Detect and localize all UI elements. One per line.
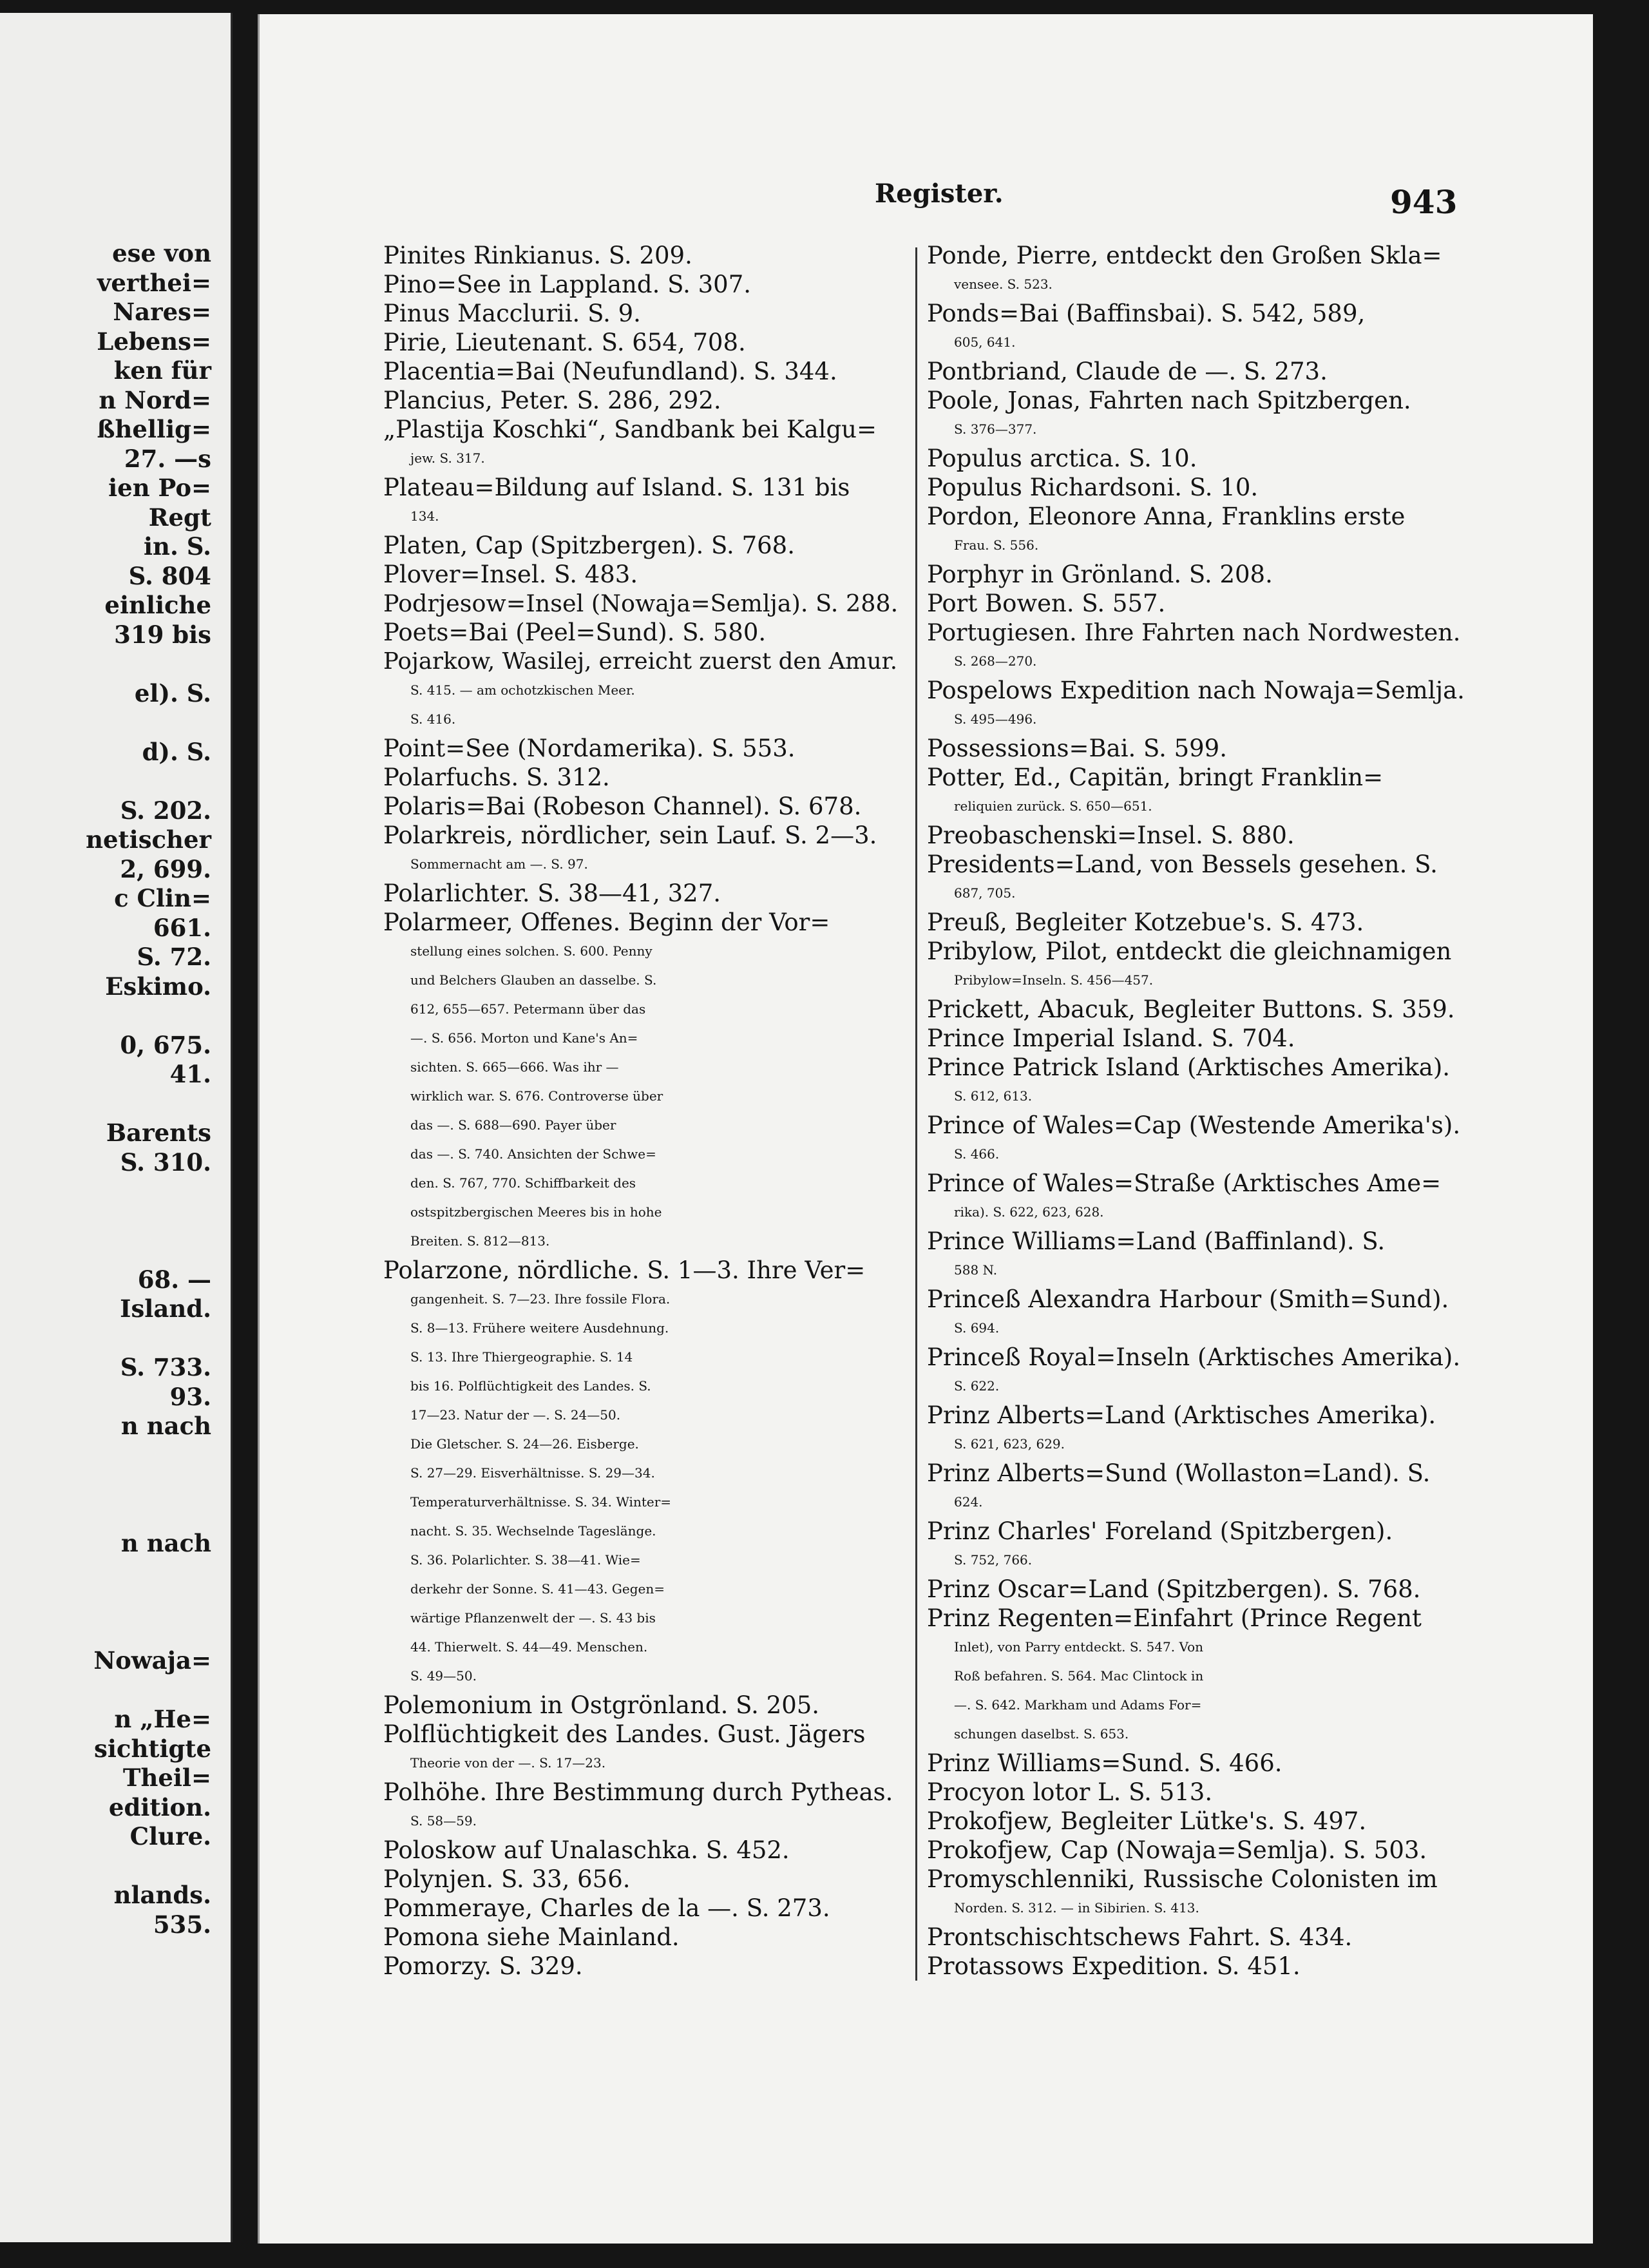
index-entry (383, 357, 899, 386)
margin-fragment: nlands. (113, 1881, 211, 1909)
index-entry (927, 937, 1465, 995)
index-entry-continuation: S. 694. (954, 1320, 1000, 1336)
index-entry (927, 1053, 1465, 1111)
index-entry-line: Ponds=Bai (Baffinsbai). S. 542, 589, (927, 300, 1366, 327)
index-entry-line: Polemonium in Ostgrönland. S. 205. (383, 1691, 820, 1719)
index-entry-line: Prince Williams=Land (Baffinland). S. (927, 1227, 1386, 1255)
index-entry-line: Procyon lotor L. S. 513. (927, 1778, 1213, 1806)
index-entry-continuation: S. 495—496. (954, 711, 1037, 727)
index-entry-line: Prokofjew, Begleiter Lütke's. S. 497. (927, 1807, 1367, 1835)
index-entry (927, 850, 1465, 908)
index-entry (927, 1952, 1465, 1981)
margin-fragment: 2, 699. (120, 854, 211, 883)
index-entry-continuation: S. 58—59. (410, 1813, 477, 1829)
index-entry-line: Plateau=Bildung auf Island. S. 131 bis (383, 474, 850, 501)
index-entry-line: Prince of Wales=Cap (Westende Amerika's). (927, 1111, 1461, 1139)
page-number: 943 (1390, 183, 1458, 221)
index-entry (383, 328, 899, 357)
index-entry-continuation: jew. S. 317. (410, 450, 485, 466)
margin-fragment: ese von (112, 239, 211, 267)
index-entry-line: Princeß Alexandra Harbour (Smith=Sund). (927, 1285, 1449, 1313)
margin-fragment: netischer (86, 825, 211, 854)
index-entry-line: Plover=Insel. S. 483. (383, 561, 638, 588)
index-entry-continuation: 687, 705. (954, 885, 1016, 901)
index-entry (383, 241, 899, 270)
index-entry-line: Polarmeer, Offenes. Beginn der Vor= (383, 908, 830, 936)
margin-fragment: ien Po= (108, 474, 211, 502)
index-entry-continuation: —. S. 656. Morton und Kane's An= (410, 1030, 638, 1046)
index-entry-line: Placentia=Bai (Neufundland). S. 344. (383, 358, 837, 385)
index-entry (383, 792, 899, 821)
index-entry (927, 734, 1465, 763)
index-entry-line: Porphyr in Grönland. S. 208. (927, 561, 1273, 588)
index-entry (927, 1111, 1465, 1169)
index-entry-continuation: S. 49—50. (410, 1668, 477, 1684)
index-entry-continuation: wirklich war. S. 676. Controverse über (410, 1088, 663, 1104)
margin-fragment: 27. —s (124, 444, 211, 473)
margin-fragment: Lebens= (97, 327, 211, 356)
margin-fragment: S. 202. (120, 796, 211, 825)
index-entry-continuation: Inlet), von Parry entdeckt. S. 547. Von (954, 1639, 1203, 1655)
index-entry-continuation: S. 612, 613. (954, 1088, 1033, 1104)
index-entry-line: Polaris=Bai (Robeson Channel). S. 678. (383, 793, 862, 820)
index-entry-continuation: und Belchers Glauben an dasselbe. S. (410, 972, 657, 988)
index-entry-line: Pomona siehe Mainland. (383, 1923, 680, 1951)
index-entry-line: Pinites Rinkianus. S. 209. (383, 242, 692, 269)
index-entry (927, 1227, 1465, 1285)
index-entry (383, 1691, 899, 1720)
index-entry-continuation: Sommernacht am —. S. 97. (410, 856, 588, 872)
index-column-right (927, 241, 1465, 1981)
index-entry (383, 879, 899, 908)
index-entry (383, 1952, 899, 1981)
index-page (258, 14, 1593, 2244)
index-entry (383, 386, 899, 415)
index-entry-continuation: Breiten. S. 812—813. (410, 1233, 550, 1249)
index-entry-continuation: S. 13. Ihre Thiergeographie. S. 14 (410, 1349, 633, 1365)
index-entry-line: Prinz Regenten=Einfahrt (Prince Regent (927, 1604, 1422, 1632)
index-entry-line: Poets=Bai (Peel=Sund). S. 580. (383, 619, 767, 646)
index-entry-continuation: wärtige Pflanzenwelt der —. S. 43 bis (410, 1610, 656, 1626)
index-entry-line: Poole, Jonas, Fahrten nach Spitzbergen. (927, 387, 1411, 414)
index-entry (927, 299, 1465, 357)
index-entry (383, 299, 899, 328)
index-entry-continuation: 624. (954, 1494, 983, 1510)
index-entry-continuation: 612, 655—657. Petermann über das (410, 1001, 646, 1017)
index-entry-line: Polarzone, nördliche. S. 1—3. Ihre Ver= (383, 1256, 866, 1284)
margin-fragment: n „He= (114, 1705, 211, 1733)
index-entry-line: Port Bowen. S. 557. (927, 590, 1166, 617)
index-entry-line: Prince Patrick Island (Arktisches Amerika). (927, 1053, 1451, 1081)
index-entry (383, 589, 899, 618)
index-entry (927, 444, 1465, 473)
index-column-left (383, 241, 899, 1981)
margin-fragment: el). S. (134, 678, 211, 707)
margin-fragment: Nowaja= (93, 1646, 211, 1675)
index-entry (383, 1778, 899, 1836)
index-entry-continuation: sichten. S. 665—666. Was ihr — (410, 1059, 619, 1075)
index-entry-line: Potter, Ed., Capitän, bringt Franklin= (927, 764, 1384, 791)
margin-fragment: in. S. (143, 532, 211, 561)
margin-fragment: S. 804 (128, 561, 211, 590)
index-entry-line: Preobaschenski=Insel. S. 880. (927, 822, 1295, 849)
index-entry-line: Populus Richardsoni. S. 10. (927, 474, 1259, 501)
index-entry (383, 908, 899, 1256)
index-entry-continuation: stellung eines solchen. S. 600. Penny (410, 943, 653, 959)
index-entry-line: Polhöhe. Ihre Bestimmung durch Pytheas. (383, 1778, 893, 1806)
index-entry-continuation: nacht. S. 35. Wechselnde Tageslänge. (410, 1523, 656, 1539)
index-entry-continuation: 17—23. Natur der —. S. 24—50. (410, 1407, 621, 1423)
index-entry (927, 589, 1465, 618)
index-entry-line: Prinz Alberts=Land (Arktisches Amerika). (927, 1401, 1436, 1429)
margin-fragment: Island. (120, 1294, 211, 1323)
margin-fragment: 535. (153, 1910, 211, 1939)
index-entry (927, 821, 1465, 850)
index-entry (927, 357, 1465, 386)
index-entry (927, 241, 1465, 299)
index-entry-continuation: S. 466. (954, 1146, 1000, 1162)
index-entry (383, 1923, 899, 1952)
index-entry (383, 473, 899, 531)
index-entry-line: Possessions=Bai. S. 599. (927, 735, 1227, 762)
index-entry-line: Pontbriand, Claude de —. S. 273. (927, 358, 1328, 385)
index-entry-continuation: Frau. S. 556. (954, 537, 1039, 553)
margin-fragment: 68. — (137, 1265, 211, 1294)
index-entry-line: Prinz Alberts=Sund (Wollaston=Land). S. (927, 1459, 1431, 1487)
column-divider (915, 247, 917, 1981)
margin-fragment: ßhellig= (97, 415, 211, 443)
margin-fragment: Theil= (122, 1763, 211, 1792)
margin-fragment: 0, 675. (120, 1030, 211, 1059)
margin-fragment: einliche (104, 591, 211, 619)
index-entry-line: Preuß, Begleiter Kotzebue's. S. 473. (927, 908, 1364, 936)
index-entry-line: Prince Imperial Island. S. 704. (927, 1024, 1295, 1052)
index-entry-line: Plancius, Peter. S. 286, 292. (383, 387, 721, 414)
index-entry-line: Pinus Macclurii. S. 9. (383, 300, 641, 327)
index-entry (383, 647, 899, 734)
margin-fragment: 319 bis (114, 620, 211, 649)
margin-fragment: Nares= (113, 298, 211, 326)
index-entry-continuation: derkehr der Sonne. S. 41—43. Gegen= (410, 1581, 665, 1597)
index-entry-line: Pommeraye, Charles de la —. S. 273. (383, 1894, 830, 1922)
margin-fragment: ken für (113, 356, 211, 385)
index-entry-line: Populus arctica. S. 10. (927, 445, 1197, 472)
index-entry (383, 1865, 899, 1894)
index-entry (927, 908, 1465, 937)
index-entry-line: Pojarkow, Wasilej, erreicht zuerst den Amur. (383, 648, 897, 675)
margin-fragment: d). S. (142, 737, 211, 766)
index-entry-continuation: S. 621, 623, 629. (954, 1436, 1065, 1452)
margin-fragment: S. 72. (137, 943, 211, 971)
margin-fragment: S. 733. (120, 1353, 211, 1381)
margin-fragment: 661. (153, 913, 211, 942)
index-entry-continuation: Theorie von der —. S. 17—23. (410, 1755, 606, 1771)
index-entry-line: Prinz Williams=Sund. S. 466. (927, 1749, 1282, 1777)
index-entry (927, 1865, 1465, 1923)
index-entry (927, 618, 1465, 676)
index-entry (383, 821, 899, 879)
index-entry-continuation: —. S. 642. Markham und Adams For= (954, 1697, 1202, 1713)
index-entry (927, 502, 1465, 560)
index-entry-line: Promyschlenniki, Russische Colonisten im (927, 1865, 1438, 1893)
index-entry-line: Protassows Expedition. S. 451. (927, 1952, 1301, 1980)
index-entry-line: Prickett, Abacuk, Begleiter Buttons. S. 359. (927, 995, 1455, 1023)
index-entry (927, 1343, 1465, 1401)
margin-fragment: c Clin= (114, 884, 211, 912)
index-entry (927, 763, 1465, 821)
index-entry (927, 1923, 1465, 1952)
index-entry-continuation: S. 268—270. (954, 653, 1037, 669)
index-entry (927, 1169, 1465, 1227)
index-entry-continuation: den. S. 767, 770. Schiffbarkeit des (410, 1175, 636, 1191)
index-entry (927, 1024, 1465, 1053)
index-entry-line: Polynjen. S. 33, 656. (383, 1865, 631, 1893)
index-entry-line: Princeß Royal=Inseln (Arktisches Amerika). (927, 1343, 1461, 1371)
index-entry (927, 1459, 1465, 1517)
index-entry (383, 734, 899, 763)
margin-fragment: 41. (169, 1060, 211, 1088)
margin-fragment: verthei= (97, 268, 211, 297)
index-entry-continuation: 44. Thierwelt. S. 44—49. Menschen. (410, 1639, 648, 1655)
index-entry-continuation: das —. S. 688—690. Payer über (410, 1117, 616, 1133)
margin-fragment: n Nord= (99, 385, 211, 414)
index-entry (383, 1256, 899, 1691)
index-entry-line: Pospelows Expedition nach Nowaja=Semlja. (927, 677, 1465, 704)
index-entry-continuation: S. 8—13. Frühere weitere Ausdehnung. (410, 1320, 669, 1336)
margin-fragment: 93. (169, 1382, 211, 1411)
index-entry (383, 560, 899, 589)
index-entry-continuation: Norden. S. 312. — in Sibirien. S. 413. (954, 1900, 1199, 1916)
index-entry-line: Polarlichter. S. 38—41, 327. (383, 879, 721, 907)
index-entry (927, 1401, 1465, 1459)
margin-fragment: Clure. (129, 1822, 211, 1850)
index-entry (927, 1517, 1465, 1575)
index-entry-line: Polflüchtigkeit des Landes. Gust. Jägers (383, 1720, 866, 1748)
index-entry-line: Pribylow, Pilot, entdeckt die gleichnamigen (927, 937, 1452, 965)
index-entry-continuation: S. 376—377. (954, 421, 1037, 437)
index-entry (383, 531, 899, 560)
margin-fragment: Eskimo. (105, 972, 211, 1001)
index-entry (383, 763, 899, 792)
index-entry-continuation: S. 752, 766. (954, 1552, 1033, 1568)
index-entry-continuation: das —. S. 740. Ansichten der Schwe= (410, 1146, 656, 1162)
index-entry (927, 995, 1465, 1024)
index-entry-continuation: schungen daselbst. S. 653. (954, 1726, 1129, 1742)
index-entry-continuation: 588 N. (954, 1262, 998, 1278)
index-entry-line: Poloskow auf Unalaschka. S. 452. (383, 1836, 790, 1864)
margin-fragment: n nach (120, 1529, 211, 1557)
index-entry (383, 1894, 899, 1923)
index-entry-line: Polarfuchs. S. 312. (383, 764, 610, 791)
margin-fragment: n nach (120, 1412, 211, 1440)
index-entry-line: Pomorzy. S. 329. (383, 1952, 583, 1980)
index-entry-line: Prince of Wales=Straße (Arktisches Ame= (927, 1169, 1442, 1197)
index-entry (383, 415, 899, 473)
index-entry (383, 1720, 899, 1778)
index-entry-line: Polarkreis, nördlicher, sein Lauf. S. 2—3. (383, 822, 877, 849)
index-entry-line: Prontschischtschews Fahrt. S. 434. (927, 1923, 1353, 1951)
index-entry-line: Pordon, Eleonore Anna, Franklins erste (927, 503, 1406, 530)
index-entry (927, 1749, 1465, 1778)
index-entry-continuation: ostspitzbergischen Meeres bis in hohe (410, 1204, 662, 1220)
index-entry (383, 270, 899, 299)
index-entry-continuation: bis 16. Polflüchtigkeit des Landes. S. (410, 1378, 651, 1394)
index-entry-continuation: 134. (410, 508, 439, 524)
index-entry-line: Platen, Cap (Spitzbergen). S. 768. (383, 532, 795, 559)
index-entry-line: Prinz Oscar=Land (Spitzbergen). S. 768. (927, 1575, 1421, 1603)
index-entry-continuation: Die Gletscher. S. 24—26. Eisberge. (410, 1436, 639, 1452)
index-entry-continuation: S. 416. (410, 711, 456, 727)
index-entry-line: Point=See (Nordamerika). S. 553. (383, 735, 796, 762)
index-entry-line: Pino=See in Lappland. S. 307. (383, 271, 752, 298)
index-entry-continuation: S. 36. Polarlichter. S. 38—41. Wie= (410, 1552, 641, 1568)
index-entry (927, 1285, 1465, 1343)
index-entry (927, 1575, 1465, 1604)
index-entry-continuation: Temperaturverhältnisse. S. 34. Winter= (410, 1494, 672, 1510)
index-entry-continuation: Pribylow=Inseln. S. 456—457. (954, 972, 1154, 988)
previous-page-edge (0, 13, 233, 2242)
index-entry (383, 1836, 899, 1865)
index-entry (927, 1778, 1465, 1807)
index-entry-line: Prokofjew, Cap (Nowaja=Semlja). S. 503. (927, 1836, 1427, 1864)
index-entry (927, 560, 1465, 589)
margin-fragment: edition. (108, 1792, 211, 1821)
running-head: Register. (875, 178, 1004, 209)
margin-fragment: S. 310. (120, 1148, 211, 1177)
index-entry (927, 1807, 1465, 1836)
margin-fragment: Barents (106, 1119, 211, 1147)
index-entry (927, 386, 1465, 444)
index-entry-line: „Plastija Koschki“, Sandbank bei Kalgu= (383, 416, 877, 443)
margin-fragment: Regt (148, 503, 211, 532)
index-entry-line: Prinz Charles' Foreland (Spitzbergen). (927, 1517, 1393, 1545)
index-entry (927, 1836, 1465, 1865)
index-entry-continuation: rika). S. 622, 623, 628. (954, 1204, 1104, 1220)
index-entry-continuation: reliquien zurück. S. 650—651. (954, 798, 1152, 814)
index-entry (927, 1604, 1465, 1749)
index-entry (927, 676, 1465, 734)
index-entry (927, 473, 1465, 502)
index-entry-continuation: gangenheit. S. 7—23. Ihre fossile Flora. (410, 1291, 671, 1307)
index-entry (383, 618, 899, 647)
index-entry-continuation: S. 622. (954, 1378, 1000, 1394)
index-entry-line: Ponde, Pierre, entdeckt den Großen Skla= (927, 242, 1442, 269)
index-entry-line: Portugiesen. Ihre Fahrten nach Nordwesten. (927, 619, 1461, 646)
index-entry-line: Pirie, Lieutenant. S. 654, 708. (383, 329, 746, 356)
index-entry-line: Presidents=Land, von Bessels gesehen. S. (927, 850, 1438, 878)
index-entry-continuation: S. 27—29. Eisverhältnisse. S. 29—34. (410, 1465, 655, 1481)
margin-fragment: sichtigte (94, 1734, 211, 1763)
index-entry-continuation: 605, 641. (954, 334, 1016, 350)
index-entry-line: Podrjesow=Insel (Nowaja=Semlja). S. 288. (383, 590, 899, 617)
index-entry-continuation: Roß befahren. S. 564. Mac Clintock in (954, 1668, 1204, 1684)
index-entry-continuation: vensee. S. 523. (954, 276, 1053, 292)
index-entry-continuation: S. 415. — am ochotzkischen Meer. (410, 682, 635, 698)
